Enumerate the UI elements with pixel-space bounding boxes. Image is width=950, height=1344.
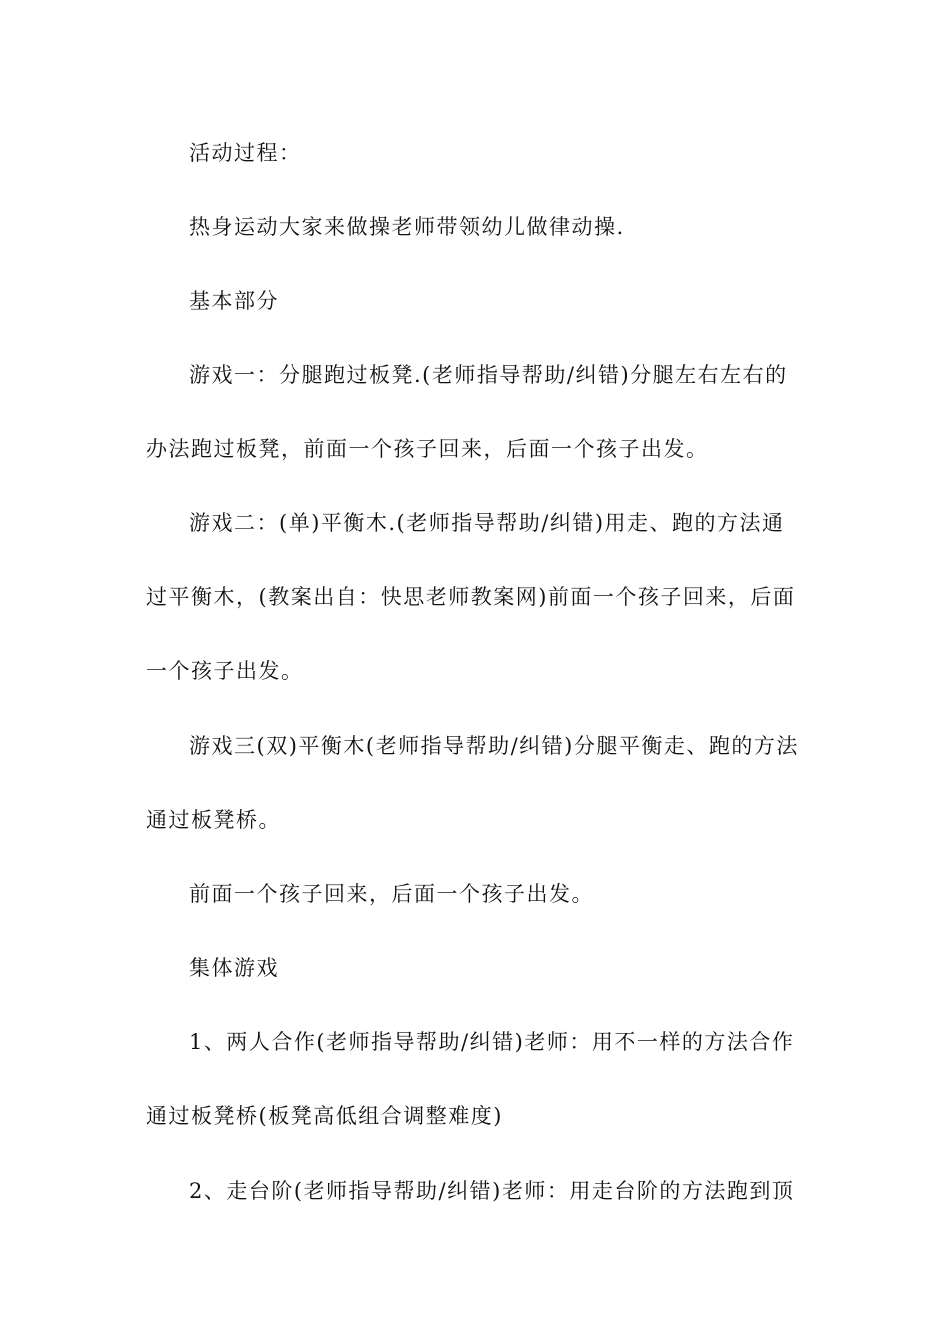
paragraph-game-one-line-2: 办法跑过板凳，前面一个孩子回来，后面一个孩子出发。 [146,437,709,461]
paragraph-relay: 前面一个孩子回来，后面一个孩子出发。 [189,882,594,906]
paragraph-warmup: 热身运动大家来做操老师带领幼儿做律动操. [189,215,625,239]
paragraph-game-one-line-1: 游戏一：分腿跑过板凳.(老师指导帮助/纠错)分腿左右左右的 [189,363,788,387]
paragraph-steps-line-1: 2、走台阶(老师指导帮助/纠错)老师：用走台阶的方法跑到顶 [189,1179,795,1203]
heading-basic-part: 基本部分 [189,289,279,313]
paragraph-pair-work-line-2: 通过板凳桥(板凳高低组合调整难度) [146,1104,503,1128]
heading-group-games: 集体游戏 [189,956,279,980]
paragraph-game-two-line-3: 一个孩子出发。 [146,659,304,683]
paragraph-game-two-line-2: 过平衡木，(教案出自：快思老师教案网)前面一个孩子回来，后面 [146,585,796,609]
paragraph-game-two-line-1: 游戏二：(单)平衡木.(老师指导帮助/纠错)用走、跑的方法通 [189,511,785,535]
paragraph-game-three-line-1: 游戏三(双)平衡木(老师指导帮助/纠错)分腿平衡走、跑的方法 [189,734,799,758]
paragraph-pair-work-line-1: 1、两人合作(老师指导帮助/纠错)老师：用不一样的方法合作 [189,1030,795,1054]
paragraph-game-three-line-2: 通过板凳桥。 [146,808,281,832]
heading-activity-process: 活动过程： [189,141,302,165]
